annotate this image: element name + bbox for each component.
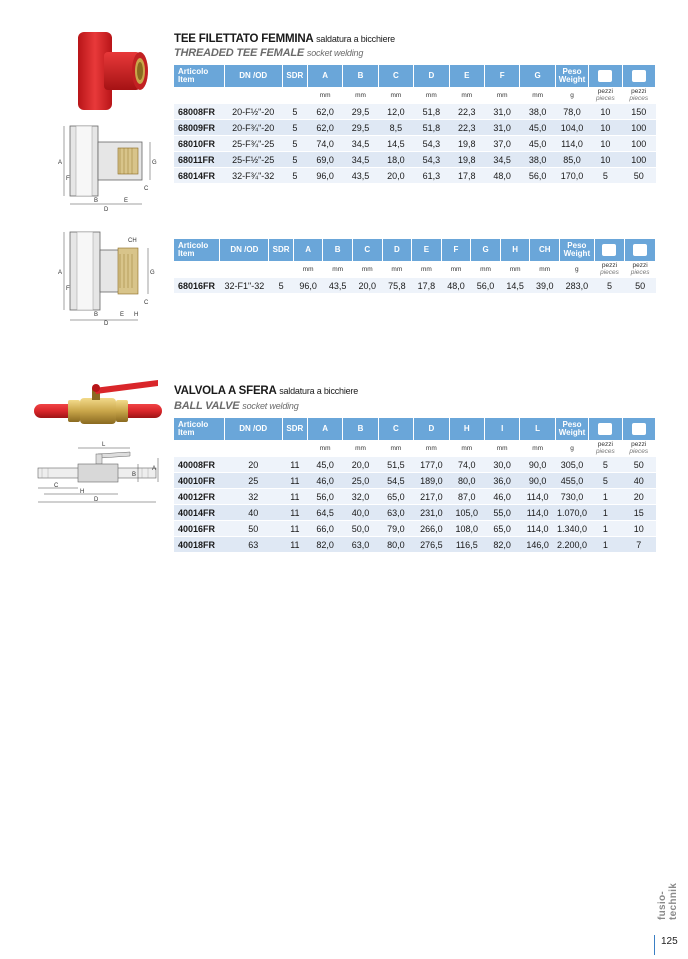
col-header-a: A (307, 418, 342, 440)
dim-label-h: H (80, 489, 85, 495)
box-icon (598, 70, 612, 82)
units-row: mm mm mm mm mm mm mm mm mm g pezzi pieces pezzi pieces (174, 261, 656, 278)
table-row: 40008FR 20 11 45,0 20,0 51,5 177,0 74,0 30,0 90,0 305,0 5 50 (174, 457, 656, 473)
col-header-carton-icon (622, 418, 655, 440)
table-row: 40018FR 63 11 82,0 63,0 80,0 276,5 116,5 82,0 146,0 2.200,0 1 7 (174, 537, 656, 553)
valve-spec-table (174, 418, 656, 552)
col-header-carton-icon (625, 239, 656, 261)
col-header-i: I (484, 418, 519, 440)
dim-label-b: B (94, 312, 99, 318)
table-row: 40016FR 50 11 66,0 50,0 79,0 266,0 108,0 65,0 114,0 1.340,0 1 10 (174, 521, 656, 537)
dim-label-a: A (58, 270, 63, 276)
col-header-b: B (343, 418, 378, 440)
col-header-h: H (500, 239, 530, 261)
col-header-sdr: SDR (269, 239, 293, 261)
dim-label-b: B (94, 198, 99, 204)
col-header-weight: Peso Weight (555, 418, 588, 440)
dim-label-l: L (102, 442, 106, 448)
col-header-f: F (484, 65, 519, 87)
col-header-dn: DN /OD (224, 418, 282, 440)
table-header-row (174, 418, 656, 440)
col-header-b: B (343, 65, 378, 87)
col-header-box-icon (594, 239, 625, 261)
col-header-b: B (323, 239, 353, 261)
table-header-row (174, 239, 656, 261)
brand-logo-text: fusio-technik (657, 882, 679, 920)
col-header-c: C (378, 65, 413, 87)
col-header-carton-icon (622, 65, 655, 87)
units-row: mm mm mm mm mm mm mm g pezzi pieces pezzi pieces (174, 440, 656, 457)
dim-label-a: A (58, 160, 63, 166)
col-header-box-icon (589, 65, 622, 87)
dim-label-c: C (54, 483, 59, 489)
table-row: 40012FR 32 11 56,0 32,0 65,0 217,0 87,0 46,0 114,0 730,0 1 20 (174, 489, 656, 505)
carton-icon (632, 70, 646, 82)
tee-title-en: THREADED TEE FEMALE socket welding (174, 47, 364, 59)
col-header-box-icon (589, 418, 622, 440)
dim-label-d: D (104, 321, 109, 326)
table-row: 68009FR 20-F¾"-20 5 62,0 29,5 8,5 51,8 22,3 31,0 45,0 104,0 10 100 (174, 120, 656, 136)
col-header-d: D (414, 418, 449, 440)
table-row: 68016FR 32-F1"-32 5 96,0 43,5 20,0 75,8 17,8 48,0 56,0 14,5 39,0 283,0 5 50 (174, 278, 656, 294)
col-header-a: A (307, 65, 342, 87)
col-header-sdr: SDR (282, 418, 307, 440)
table-row: 40014FR 40 11 64,5 40,0 63,0 231,0 105,0 55,0 114,0 1.070,0 1 15 (174, 505, 656, 521)
table-row: 40010FR 25 11 46,0 25,0 54,5 189,0 80,0 36,0 90,0 455,0 5 40 (174, 473, 656, 489)
col-header-ch: CH (530, 239, 560, 261)
col-header-d: D (414, 65, 449, 87)
dim-label-a: A (152, 466, 157, 472)
page-number: 125 (661, 936, 678, 947)
tee-photo (74, 30, 154, 112)
dim-label-ch: CH (128, 238, 137, 244)
table-row: 68008FR 20-F½"-20 5 62,0 29,5 12,0 51,8 22,3 31,0 38,0 78,0 10 150 (174, 104, 656, 120)
dim-label-f: F (66, 176, 70, 182)
box-icon (602, 244, 616, 256)
col-header-l: L (520, 418, 555, 440)
tee-drawing-2 (54, 228, 168, 326)
valve-title-en: BALL VALVE socket welding (174, 400, 299, 412)
dim-label-g: G (152, 160, 157, 166)
col-header-g: G (471, 239, 501, 261)
dim-label-d: D (94, 497, 99, 503)
tee-drawing (54, 120, 164, 212)
tee-title-it: TEE FILETTATO FEMMINA saldatura a bicchiere (174, 33, 395, 45)
col-header-weight: Peso Weight (555, 65, 588, 87)
col-header-d: D (382, 239, 412, 261)
col-header-item: Articolo Item (174, 418, 224, 440)
col-header-item: Articolo Item (174, 65, 224, 87)
col-header-sdr: SDR (282, 65, 307, 87)
valve-drawing (34, 440, 164, 506)
col-header-e: E (449, 65, 484, 87)
dim-label-e: E (120, 312, 125, 318)
dim-label-g: G (150, 270, 155, 276)
valve-title-it: VALVOLA A SFERA saldatura a bicchiere (174, 385, 359, 397)
box-icon (598, 423, 612, 435)
dim-label-c: C (144, 186, 149, 192)
table-row: 68010FR 25-F¾"-25 5 74,0 34,5 14,5 54,3 19,8 37,0 45,0 114,0 10 100 (174, 136, 656, 152)
dim-label-b: B (132, 472, 137, 478)
dim-label-c: C (144, 300, 149, 306)
col-header-c: C (378, 418, 413, 440)
col-header-dn: DN /OD (224, 65, 282, 87)
col-header-g: G (520, 65, 555, 87)
col-header-item: Articolo Item (174, 239, 220, 261)
tee-spec-table (174, 65, 656, 183)
valve-photo (34, 374, 162, 430)
carton-icon (633, 244, 647, 256)
units-row: mm mm mm mm mm mm mm g pezzi pieces pezzi pieces (174, 87, 656, 104)
table-header-row (174, 65, 656, 87)
dim-label-e: E (124, 198, 129, 204)
tee2-spec-table (174, 239, 656, 293)
carton-icon (632, 423, 646, 435)
dim-label-h: H (134, 312, 139, 318)
table-row: 68011FR 25-F½"-25 5 69,0 34,5 18,0 54,3 19,8 34,5 38,0 85,0 10 100 (174, 152, 656, 168)
dim-label-f: F (66, 286, 70, 292)
col-header-weight: Peso Weight (560, 239, 595, 261)
col-header-h: H (449, 418, 484, 440)
col-header-dn: DN /OD (220, 239, 269, 261)
table-row: 68014FR 32-F¾"-32 5 96,0 43,5 20,0 61,3 17,8 48,0 56,0 170,0 5 50 (174, 168, 656, 184)
col-header-e: E (412, 239, 442, 261)
col-header-c: C (352, 239, 382, 261)
page-divider (654, 935, 655, 955)
col-header-a: A (293, 239, 323, 261)
dim-label-d: D (104, 207, 109, 212)
col-header-f: F (441, 239, 471, 261)
